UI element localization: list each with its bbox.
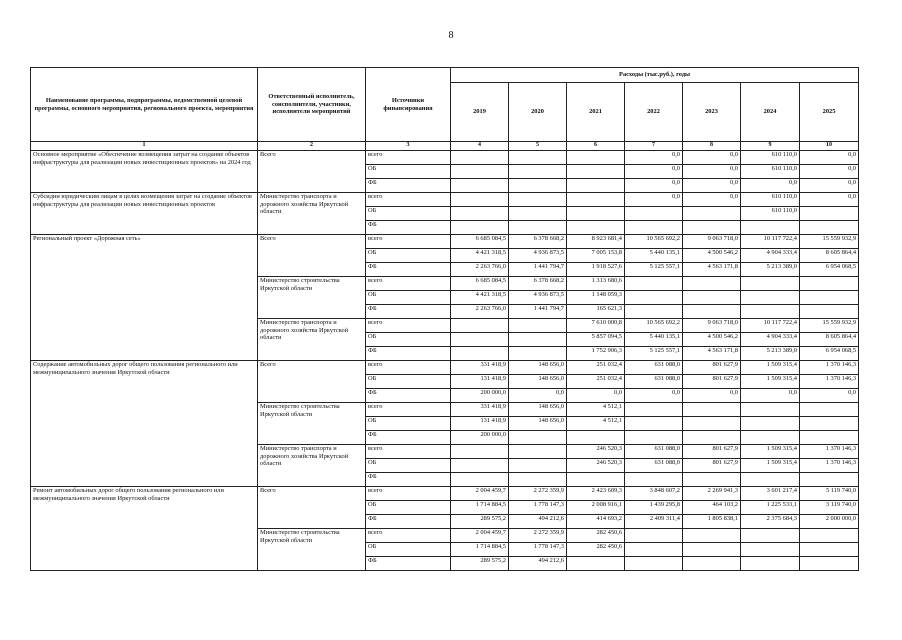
- amount-cell: [800, 305, 859, 319]
- funding-source-cell: ФБ: [366, 347, 451, 361]
- amount-cell: [567, 221, 625, 235]
- amount-cell: 4 563 171,8: [683, 347, 741, 361]
- amount-cell: [567, 431, 625, 445]
- amount-cell: 801 627,9: [683, 361, 741, 375]
- header-year: 2022: [625, 83, 683, 142]
- amount-cell: 289 575,2: [451, 515, 509, 529]
- amount-cell: 631 088,0: [625, 361, 683, 375]
- amount-cell: [683, 305, 741, 319]
- amount-cell: 0,0: [567, 389, 625, 403]
- column-number: 4: [451, 142, 509, 151]
- amount-cell: 1 714 884,5: [451, 501, 509, 515]
- amount-cell: 5 119 740,0: [800, 487, 859, 501]
- header-year: 2025: [800, 83, 859, 142]
- amount-cell: 801 627,9: [683, 375, 741, 389]
- amount-cell: 5 125 557,1: [625, 263, 683, 277]
- amount-cell: 0,0: [800, 165, 859, 179]
- amount-cell: 2 375 684,3: [741, 515, 800, 529]
- amount-cell: 0,0: [741, 179, 800, 193]
- amount-cell: 494 212,6: [509, 557, 567, 571]
- amount-cell: 0,0: [683, 179, 741, 193]
- amount-cell: [625, 557, 683, 571]
- amount-cell: 2 263 766,0: [451, 305, 509, 319]
- amount-cell: 0,0: [625, 389, 683, 403]
- amount-cell: [683, 207, 741, 221]
- amount-cell: [509, 333, 567, 347]
- amount-cell: 3 119 740,0: [800, 501, 859, 515]
- funding-source-cell: ФБ: [366, 389, 451, 403]
- amount-cell: 2 272 359,9: [509, 529, 567, 543]
- amount-cell: 148 656,0: [509, 403, 567, 417]
- amount-cell: [683, 529, 741, 543]
- amount-cell: [800, 417, 859, 431]
- amount-cell: [683, 557, 741, 571]
- amount-cell: [567, 557, 625, 571]
- amount-cell: 3 848 607,2: [625, 487, 683, 501]
- amount-cell: 0,0: [683, 165, 741, 179]
- amount-cell: 6 378 668,2: [509, 277, 567, 291]
- amount-cell: 610 110,0: [741, 165, 800, 179]
- amount-cell: 4 563 171,8: [683, 263, 741, 277]
- amount-cell: 4 512,1: [567, 417, 625, 431]
- table-row: [31, 361, 859, 375]
- amount-cell: 0,0: [800, 179, 859, 193]
- amount-cell: 0,0: [800, 193, 859, 207]
- amount-cell: 0,0: [625, 165, 683, 179]
- amount-cell: [625, 291, 683, 305]
- header-expenses: Расходы (тыс.руб.), годы: [451, 68, 859, 83]
- amount-cell: [800, 543, 859, 557]
- amount-cell: 7 610 000,8: [567, 319, 625, 333]
- amount-cell: [451, 179, 509, 193]
- header-executor: Ответственный исполнитель, соисполнители, участники, исполнители мероприятий: [258, 68, 366, 142]
- program-name-cell: Основное мероприятие «Обеспечение возмещения затрат на создание объектов инфраструктуры для реализации новых инвестиционных проектов» на 2024 год: [31, 151, 258, 193]
- amount-cell: 5 213 389,0: [741, 263, 800, 277]
- amount-cell: 5 213 389,0: [741, 347, 800, 361]
- program-name-cell: Субсидии юридическим лицам в целях возмещения затрат на создание объектов инфраструктуры для реализации новых инвестиционных проектов: [31, 193, 258, 235]
- amount-cell: 246 520,3: [567, 445, 625, 459]
- funding-source-cell: ФБ: [366, 305, 451, 319]
- amount-cell: 0,0: [741, 389, 800, 403]
- amount-cell: 610 110,0: [741, 151, 800, 165]
- funding-source-cell: ФБ: [366, 473, 451, 487]
- amount-cell: 1 370 146,3: [800, 375, 859, 389]
- funding-source-cell: ФБ: [366, 263, 451, 277]
- amount-cell: [567, 151, 625, 165]
- column-number: 10: [800, 142, 859, 151]
- amount-cell: 9 063 718,0: [683, 235, 741, 249]
- amount-cell: [741, 431, 800, 445]
- amount-cell: 0,0: [800, 389, 859, 403]
- amount-cell: 1 439 295,8: [625, 501, 683, 515]
- table-body: [31, 151, 859, 571]
- column-number: 8: [683, 142, 741, 151]
- amount-cell: [451, 165, 509, 179]
- amount-cell: 200 000,0: [451, 389, 509, 403]
- header-year: 2023: [683, 83, 741, 142]
- amount-cell: [625, 473, 683, 487]
- executor-cell: Всего: [258, 487, 366, 529]
- executor-cell: Министерство строительства Иркутской области: [258, 277, 366, 319]
- column-number: 9: [741, 142, 800, 151]
- header-year: 2019: [451, 83, 509, 142]
- amount-cell: [567, 193, 625, 207]
- funding-source-cell: всего: [366, 487, 451, 501]
- header-program-name: Наименование программы, подпрограммы, ведомственной целевой программы, основного мероприятия, регионального проекта, мероприятия: [31, 68, 258, 142]
- amount-cell: 282 450,6: [567, 543, 625, 557]
- funding-source-cell: ФБ: [366, 515, 451, 529]
- amount-cell: [683, 431, 741, 445]
- amount-cell: [741, 221, 800, 235]
- amount-cell: 1 918 527,6: [567, 263, 625, 277]
- amount-cell: 2 409 311,4: [625, 515, 683, 529]
- amount-cell: 414 693,2: [567, 515, 625, 529]
- funding-source-cell: ОБ: [366, 249, 451, 263]
- amount-cell: [741, 473, 800, 487]
- amount-cell: 4 421 318,5: [451, 291, 509, 305]
- program-name-cell: Ремонт автомобильных дорог общего пользования регионального или межмуниципального значения Иркутской области: [31, 487, 258, 571]
- amount-cell: 246 520,3: [567, 459, 625, 473]
- amount-cell: [451, 459, 509, 473]
- table-row: [31, 235, 859, 249]
- amount-cell: 1 509 315,4: [741, 361, 800, 375]
- amount-cell: [509, 179, 567, 193]
- amount-cell: 1 148 059,3: [567, 291, 625, 305]
- amount-cell: [451, 473, 509, 487]
- amount-cell: 1 778 147,3: [509, 501, 567, 515]
- amount-cell: [451, 207, 509, 221]
- funding-source-cell: всего: [366, 151, 451, 165]
- header-year: 2020: [509, 83, 567, 142]
- amount-cell: [509, 151, 567, 165]
- amount-cell: [509, 207, 567, 221]
- funding-source-cell: ФБ: [366, 221, 451, 235]
- amount-cell: [625, 529, 683, 543]
- page-number: 8: [448, 30, 454, 41]
- amount-cell: 148 656,0: [509, 417, 567, 431]
- table-row: [31, 151, 859, 165]
- amount-cell: 131 418,9: [451, 375, 509, 389]
- amount-cell: [509, 431, 567, 445]
- funding-source-cell: всего: [366, 361, 451, 375]
- amount-cell: 4 421 318,5: [451, 249, 509, 263]
- amount-cell: 200 000,0: [451, 431, 509, 445]
- amount-cell: 2 423 609,3: [567, 487, 625, 501]
- amount-cell: [683, 277, 741, 291]
- amount-cell: [683, 291, 741, 305]
- amount-cell: [509, 473, 567, 487]
- amount-cell: [741, 417, 800, 431]
- amount-cell: 4 500 546,2: [683, 249, 741, 263]
- amount-cell: [625, 431, 683, 445]
- amount-cell: [451, 445, 509, 459]
- executor-cell: Министерство транспорта и дорожного хозяйства Иркутской области: [258, 193, 366, 235]
- amount-cell: [625, 543, 683, 557]
- amount-cell: 2 000 000,0: [800, 515, 859, 529]
- amount-cell: 1 370 146,3: [800, 459, 859, 473]
- amount-cell: [741, 277, 800, 291]
- amount-cell: [800, 473, 859, 487]
- amount-cell: 2 004 459,7: [451, 487, 509, 501]
- amount-cell: [683, 221, 741, 235]
- funding-source-cell: ОБ: [366, 207, 451, 221]
- amount-cell: 131 418,9: [451, 417, 509, 431]
- amount-cell: 1 313 680,6: [567, 277, 625, 291]
- amount-cell: 2 263 766,0: [451, 263, 509, 277]
- amount-cell: [683, 403, 741, 417]
- amount-cell: 251 032,4: [567, 361, 625, 375]
- executor-cell: Министерство строительства Иркутской области: [258, 403, 366, 445]
- amount-cell: [567, 473, 625, 487]
- amount-cell: 5 440 135,1: [625, 333, 683, 347]
- amount-cell: [509, 319, 567, 333]
- amount-cell: [683, 417, 741, 431]
- amount-cell: [451, 221, 509, 235]
- amount-cell: [683, 543, 741, 557]
- program-name-cell: Содержание автомобильных дорог общего пользования регионального или межмуниципального значения Иркутской области: [31, 361, 258, 487]
- amount-cell: 4 512,1: [567, 403, 625, 417]
- amount-cell: [800, 557, 859, 571]
- column-number: 5: [509, 142, 567, 151]
- amount-cell: 1 509 315,4: [741, 375, 800, 389]
- amount-cell: 8 923 681,4: [567, 235, 625, 249]
- amount-cell: [800, 207, 859, 221]
- amount-cell: [625, 403, 683, 417]
- amount-cell: [567, 207, 625, 221]
- amount-cell: [625, 221, 683, 235]
- amount-cell: 0,0: [683, 389, 741, 403]
- amount-cell: 1 752 906,3: [567, 347, 625, 361]
- funding-source-cell: ОБ: [366, 375, 451, 389]
- amount-cell: [509, 221, 567, 235]
- amount-cell: 251 032,4: [567, 375, 625, 389]
- amount-cell: 0,0: [625, 179, 683, 193]
- amount-cell: 148 656,0: [509, 361, 567, 375]
- budget-table: [30, 67, 859, 571]
- amount-cell: 1 509 315,4: [741, 445, 800, 459]
- column-number: 6: [567, 142, 625, 151]
- funding-source-cell: ФБ: [366, 557, 451, 571]
- amount-cell: 331 418,9: [451, 361, 509, 375]
- amount-cell: [800, 291, 859, 305]
- amount-cell: 801 627,9: [683, 445, 741, 459]
- amount-cell: 9 063 718,0: [683, 319, 741, 333]
- amount-cell: 1 778 147,3: [509, 543, 567, 557]
- amount-cell: 165 621,3: [567, 305, 625, 319]
- header-year: 2021: [567, 83, 625, 142]
- column-number: 3: [366, 142, 451, 151]
- amount-cell: 5 857 094,5: [567, 333, 625, 347]
- funding-source-cell: всего: [366, 193, 451, 207]
- funding-source-cell: ОБ: [366, 291, 451, 305]
- table-row: [31, 487, 859, 501]
- amount-cell: [683, 473, 741, 487]
- amount-cell: 0,0: [625, 193, 683, 207]
- amount-cell: [741, 543, 800, 557]
- amount-cell: 464 103,2: [683, 501, 741, 515]
- amount-cell: 1 805 838,1: [683, 515, 741, 529]
- amount-cell: [509, 445, 567, 459]
- funding-source-cell: всего: [366, 319, 451, 333]
- funding-source-cell: всего: [366, 277, 451, 291]
- amount-cell: 15 559 932,9: [800, 235, 859, 249]
- executor-cell: Всего: [258, 151, 366, 193]
- executor-cell: Всего: [258, 361, 366, 403]
- funding-source-cell: всего: [366, 235, 451, 249]
- funding-source-cell: ОБ: [366, 459, 451, 473]
- amount-cell: 289 575,2: [451, 557, 509, 571]
- executor-cell: Министерство строительства Иркутской области: [258, 529, 366, 571]
- amount-cell: [800, 403, 859, 417]
- amount-cell: 0,0: [625, 151, 683, 165]
- funding-source-cell: ОБ: [366, 417, 451, 431]
- executor-cell: Министерство транспорта и дорожного хозяйства Иркутской области: [258, 319, 366, 361]
- amount-cell: [625, 417, 683, 431]
- amount-cell: 0,0: [683, 151, 741, 165]
- amount-cell: [451, 319, 509, 333]
- amount-cell: 1 441 794,7: [509, 305, 567, 319]
- executor-cell: Министерство транспорта и дорожного хозяйства Иркутской области: [258, 445, 366, 487]
- amount-cell: [509, 193, 567, 207]
- amount-cell: 1 441 794,7: [509, 263, 567, 277]
- amount-cell: [741, 529, 800, 543]
- amount-cell: 0,0: [683, 193, 741, 207]
- amount-cell: 4 500 546,2: [683, 333, 741, 347]
- column-number: 1: [31, 142, 258, 151]
- amount-cell: 610 110,0: [741, 207, 800, 221]
- amount-cell: 610 110,0: [741, 193, 800, 207]
- amount-cell: 2 008 916,1: [567, 501, 625, 515]
- amount-cell: [741, 305, 800, 319]
- amount-cell: [509, 459, 567, 473]
- amount-cell: 0,0: [800, 151, 859, 165]
- amount-cell: 8 605 864,4: [800, 333, 859, 347]
- amount-cell: 631 088,0: [625, 459, 683, 473]
- amount-cell: [741, 557, 800, 571]
- amount-cell: 15 559 932,9: [800, 319, 859, 333]
- amount-cell: 282 450,6: [567, 529, 625, 543]
- funding-source-cell: ФБ: [366, 179, 451, 193]
- amount-cell: [800, 431, 859, 445]
- header-funding-source: Источники финансирования: [366, 68, 451, 142]
- funding-source-cell: ОБ: [366, 543, 451, 557]
- amount-cell: [451, 333, 509, 347]
- executor-cell: Всего: [258, 235, 366, 277]
- amount-cell: [509, 165, 567, 179]
- amount-cell: 7 005 153,8: [567, 249, 625, 263]
- amount-cell: [741, 291, 800, 305]
- amount-cell: 5 440 135,1: [625, 249, 683, 263]
- amount-cell: [741, 403, 800, 417]
- amount-cell: 8 605 864,4: [800, 249, 859, 263]
- amount-cell: 4 904 333,4: [741, 333, 800, 347]
- amount-cell: [509, 347, 567, 361]
- column-number: 7: [625, 142, 683, 151]
- amount-cell: 631 088,0: [625, 445, 683, 459]
- amount-cell: 6 685 084,5: [451, 277, 509, 291]
- amount-cell: 10 565 692,2: [625, 235, 683, 249]
- funding-source-cell: всего: [366, 445, 451, 459]
- program-name-cell: Региональный проект «Дорожная сеть»: [31, 235, 258, 361]
- amount-cell: [800, 221, 859, 235]
- amount-cell: 2 272 359,9: [509, 487, 567, 501]
- amount-cell: 4 936 873,5: [509, 291, 567, 305]
- header-year: 2024: [741, 83, 800, 142]
- amount-cell: [451, 151, 509, 165]
- amount-cell: 331 418,9: [451, 403, 509, 417]
- table-row: [31, 193, 859, 207]
- amount-cell: 494 212,6: [509, 515, 567, 529]
- amount-cell: [567, 179, 625, 193]
- funding-source-cell: ФБ: [366, 431, 451, 445]
- amount-cell: 1 714 884,5: [451, 543, 509, 557]
- amount-cell: 801 627,9: [683, 459, 741, 473]
- funding-source-cell: ОБ: [366, 333, 451, 347]
- amount-cell: 148 656,0: [509, 375, 567, 389]
- amount-cell: 0,0: [509, 389, 567, 403]
- amount-cell: [625, 305, 683, 319]
- amount-cell: 6 954 068,5: [800, 263, 859, 277]
- amount-cell: [451, 347, 509, 361]
- amount-cell: 2 004 459,7: [451, 529, 509, 543]
- funding-source-cell: ОБ: [366, 165, 451, 179]
- amount-cell: 5 125 557,1: [625, 347, 683, 361]
- funding-source-cell: ОБ: [366, 501, 451, 515]
- amount-cell: 10 117 722,4: [741, 319, 800, 333]
- amount-cell: [625, 207, 683, 221]
- amount-cell: 6 954 068,5: [800, 347, 859, 361]
- amount-cell: 6 685 084,5: [451, 235, 509, 249]
- amount-cell: 6 378 668,2: [509, 235, 567, 249]
- amount-cell: 1 370 146,3: [800, 445, 859, 459]
- amount-cell: 10 117 722,4: [741, 235, 800, 249]
- amount-cell: 1 370 146,3: [800, 361, 859, 375]
- amount-cell: 4 936 873,5: [509, 249, 567, 263]
- amount-cell: 631 088,0: [625, 375, 683, 389]
- amount-cell: [625, 277, 683, 291]
- amount-cell: [567, 165, 625, 179]
- amount-cell: 4 904 333,4: [741, 249, 800, 263]
- amount-cell: 10 565 692,2: [625, 319, 683, 333]
- amount-cell: 3 601 217,4: [741, 487, 800, 501]
- amount-cell: [451, 193, 509, 207]
- funding-source-cell: всего: [366, 529, 451, 543]
- amount-cell: 2 269 941,3: [683, 487, 741, 501]
- amount-cell: 1 509 315,4: [741, 459, 800, 473]
- amount-cell: 1 225 533,1: [741, 501, 800, 515]
- column-number: 2: [258, 142, 366, 151]
- amount-cell: [800, 277, 859, 291]
- funding-source-cell: всего: [366, 403, 451, 417]
- amount-cell: [800, 529, 859, 543]
